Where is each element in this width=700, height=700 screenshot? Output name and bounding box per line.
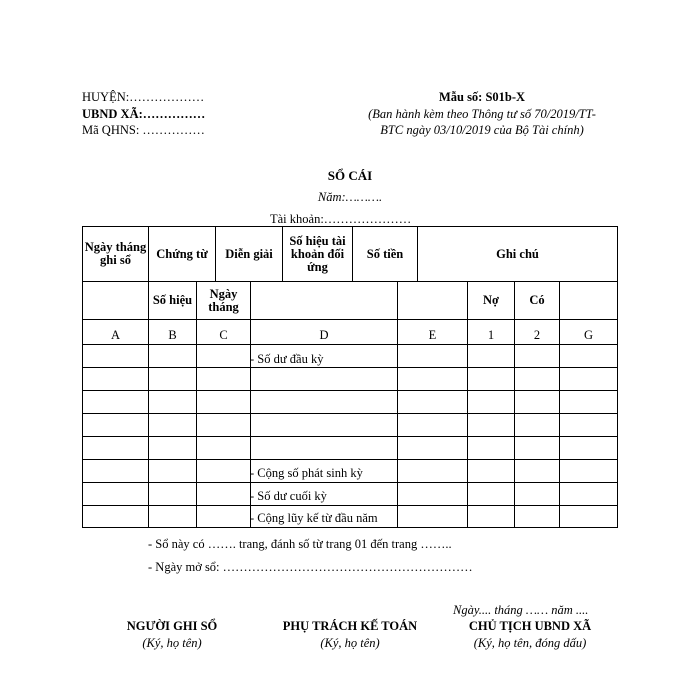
table-line-header-2	[82, 319, 618, 320]
district-label: HUYỆN:………………	[82, 90, 205, 104]
col-code: C	[219, 328, 228, 342]
col-code: D	[319, 328, 329, 342]
table-row-line	[82, 482, 618, 483]
year-field: Năm:……….	[317, 190, 383, 204]
header-credit: Có	[529, 293, 545, 307]
form-number: Mẫu số: S01b-X	[438, 90, 526, 104]
signature-recorder-note: (Ký, họ tên)	[142, 636, 202, 650]
col-code: G	[583, 328, 594, 342]
header-voucher: Chứng từ	[156, 246, 208, 261]
header-description: Diễn giải	[225, 246, 273, 261]
col-code: 2	[533, 328, 541, 342]
issued-line-2: BTC ngày 03/10/2019 của Bộ Tài chính)	[380, 123, 584, 137]
table-row-line	[82, 367, 618, 368]
open-date-note: - Ngày mở sổ: ……………………………………………………	[148, 560, 473, 574]
row-cumulative-total: - Cộng lũy kế từ đầu năm	[250, 511, 378, 525]
table-col-line	[559, 281, 560, 528]
commune-label: UBND XÃ:……………	[82, 107, 206, 121]
row-opening-balance: - Số dư đầu kỳ	[250, 352, 324, 366]
account-field: Tài khoản:…………………	[270, 212, 412, 226]
header-debit: Nợ	[483, 293, 499, 307]
table-line-codes	[82, 344, 618, 345]
table-row-line	[82, 390, 618, 391]
table-border-right	[617, 226, 618, 528]
table-border-bottom	[82, 527, 618, 528]
ledger-table	[82, 226, 618, 528]
col-code: B	[168, 328, 177, 342]
page-title: SỔ CÁI	[327, 168, 373, 183]
col-code: 1	[487, 328, 495, 342]
col-code: A	[110, 328, 121, 342]
signature-chairman-note: (Ký, họ tên, đóng dấu)	[473, 636, 587, 650]
header-note: Ghi chú	[496, 246, 539, 261]
issued-line-1: (Ban hành kèm theo Thông tư số 70/2019/TT-	[368, 107, 596, 121]
header-voucher-no: Số hiệu	[152, 293, 193, 307]
sign-date-line: Ngày.... tháng …… năm ....	[453, 603, 589, 617]
table-row-line	[82, 505, 618, 506]
table-col-line	[397, 281, 398, 528]
signature-accountant-note: (Ký, họ tên)	[320, 636, 380, 650]
table-row-line	[82, 413, 618, 414]
signature-accountant-title: PHỤ TRÁCH KẾ TOÁN	[282, 619, 418, 633]
signature-recorder-title: NGƯỜI GHI SỔ	[126, 619, 218, 633]
row-closing-balance: - Số dư cuối kỳ	[250, 489, 327, 503]
qhns-label: Mã QHNS: ……………	[82, 123, 205, 137]
header-voucher-date: Ngày tháng	[208, 286, 239, 314]
pages-note: - Sổ này có ……. trang, đánh số từ trang 01 đến trang ……..	[148, 537, 452, 551]
header-contra-account: Số hiệu tài khoản đối ứng	[289, 233, 346, 274]
header-amount: Số tiền	[366, 246, 404, 261]
header-date: Ngày tháng ghi sổ	[84, 240, 147, 267]
col-code: E	[428, 328, 437, 342]
row-period-total: - Cộng số phát sinh kỳ	[250, 466, 363, 480]
table-row-line	[82, 436, 618, 437]
signature-chairman-title: CHỦ TỊCH UBND XÃ	[468, 619, 592, 633]
table-row-line	[82, 459, 618, 460]
